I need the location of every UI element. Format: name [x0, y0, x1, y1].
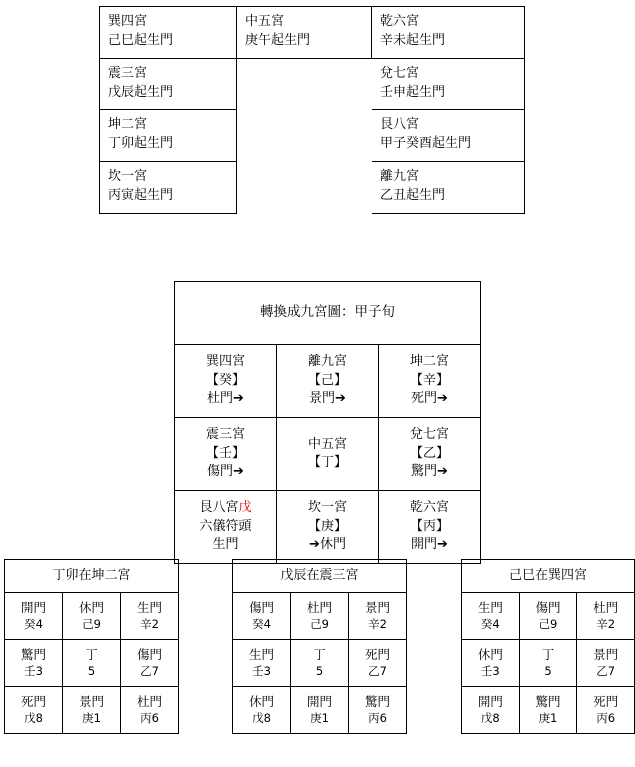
stem-label: 庚1 — [310, 710, 329, 725]
table-row — [100, 162, 525, 214]
table-row — [462, 687, 635, 734]
grid-cell — [63, 593, 121, 640]
gate-label: 開門 — [306, 693, 332, 709]
cell-kun2 — [100, 110, 237, 162]
gate-grid-table — [232, 559, 407, 734]
cell-zhong5 — [237, 7, 372, 59]
stem-label: 辛2 — [140, 616, 159, 631]
grid-cell — [233, 687, 291, 734]
gate-label: 景門 — [364, 599, 390, 615]
palace-detail: 乙丑起生門 — [380, 187, 446, 203]
grid-cell — [291, 687, 349, 734]
palace-note: 六儀符頭 — [199, 518, 252, 534]
stem-label: 己9 — [82, 616, 101, 631]
palace-cell-xun4 — [175, 345, 277, 418]
grid-cell — [462, 687, 520, 734]
stem-label: 戊8 — [24, 710, 43, 725]
grid-cell — [291, 593, 349, 640]
palace-label: 坤二宮 — [409, 354, 449, 370]
table-row — [462, 593, 635, 640]
bottom-chart-2 — [232, 559, 407, 734]
gate-label: 杜門 — [593, 599, 619, 615]
stem-label: 辛2 — [596, 616, 616, 631]
palace-detail: 甲子癸酉起生門 — [380, 136, 472, 152]
stem-label: 乙7 — [596, 663, 616, 678]
gate-label: 休門 — [477, 646, 503, 662]
grid-cell — [121, 640, 179, 687]
palace-gate: 生門 — [212, 537, 239, 553]
gate-label: 景門 — [78, 693, 104, 709]
grid-cell — [121, 687, 179, 734]
gate-label: 開門 — [477, 693, 503, 709]
qimen-stem-start-gate-table — [99, 6, 525, 214]
nine-palace-table — [174, 281, 481, 564]
palace-stem: 【丁】 — [307, 455, 347, 470]
cell-gen8 — [372, 110, 525, 162]
palace-label: 坎一宮 — [108, 169, 148, 185]
stem-label: 戊8 — [480, 710, 500, 725]
table-row — [5, 560, 179, 593]
grid-cell — [519, 593, 577, 640]
cell-li9 — [372, 162, 525, 214]
grid-cell — [349, 640, 407, 687]
gate-label: 傷門 — [136, 646, 162, 662]
stem-label: 庚1 — [538, 710, 558, 725]
palace-label: 坤二宮 — [108, 117, 148, 133]
stem-label: 庚1 — [82, 710, 101, 725]
cell-xun4 — [100, 7, 237, 59]
chart-title: 丁卯在坤二宮 — [5, 560, 179, 593]
palace-gate: 死門➔ — [411, 391, 448, 407]
palace-label: 震三宮 — [205, 427, 245, 443]
stem-label: 己9 — [310, 616, 329, 631]
table-row — [175, 345, 481, 418]
gate-label: 杜門 — [306, 599, 332, 615]
gate-label: 生門 — [248, 646, 274, 662]
palace-gate: 景門➔ — [309, 391, 346, 407]
gate-label: 丁 — [85, 646, 98, 662]
palace-detail: 丙寅起生門 — [108, 187, 174, 203]
grid-cell — [233, 640, 291, 687]
palace-stem: 【乙】 — [409, 445, 449, 461]
table-row — [233, 687, 407, 734]
cell-empty — [237, 162, 372, 214]
gate-label: 丁 — [541, 646, 555, 662]
palace-cell-li9 — [277, 345, 379, 418]
grid-cell — [462, 640, 520, 687]
palace-stem: 【丙】 — [409, 518, 449, 534]
table-row — [100, 58, 525, 110]
stem-label: 己9 — [538, 616, 558, 631]
palace-gate: 驚門➔ — [411, 464, 448, 480]
gate-grid-table — [461, 559, 635, 734]
palace-stem: 【癸】 — [205, 372, 245, 388]
palace-stem-highlight: 戊 — [238, 500, 252, 516]
gate-label: 開門 — [20, 599, 46, 615]
table-row — [100, 7, 525, 59]
table-row — [175, 491, 481, 564]
gate-label: 丁 — [313, 646, 326, 662]
grid-cell — [519, 687, 577, 734]
palace-label: 中五宮 — [245, 14, 285, 29]
palace-label: 乾六宮 — [380, 14, 420, 29]
grid-cell — [349, 687, 407, 734]
table-row — [233, 640, 407, 687]
palace-stem: 【庚】 — [307, 518, 347, 534]
stem-label: 丙6 — [140, 710, 159, 725]
grid-cell — [63, 687, 121, 734]
palace-label: 艮八宮 — [380, 117, 420, 133]
grid-cell — [5, 640, 63, 687]
bottom-chart-1 — [4, 559, 179, 734]
cell-empty — [237, 58, 372, 110]
grid-cell — [577, 593, 635, 640]
palace-stem: 【壬】 — [205, 445, 245, 461]
gate-label: 生門 — [136, 599, 162, 615]
palace-label: 巽四宮 — [108, 14, 148, 29]
palace-cell-dui7 — [379, 418, 481, 491]
stem-label: 壬3 — [480, 663, 500, 678]
stem-label: 丙6 — [596, 710, 616, 725]
table-row — [175, 282, 481, 345]
gate-label: 死門 — [593, 693, 619, 709]
grid-cell-center — [519, 640, 577, 687]
stem-label: 壬3 — [24, 663, 43, 678]
palace-label-line — [179, 499, 272, 517]
gate-label: 休門 — [78, 599, 104, 615]
table-row — [462, 640, 635, 687]
table-row — [462, 560, 635, 593]
stem-label: 癸4 — [252, 616, 271, 631]
stem-label: 5 — [87, 663, 96, 678]
table-row — [100, 110, 525, 162]
palace-label: 兌七宮 — [409, 427, 449, 443]
chart-title: 己巳在巽四宮 — [462, 560, 635, 593]
nine-palace-chart — [174, 281, 481, 564]
stem-label: 癸4 — [480, 616, 500, 631]
table-row — [5, 593, 179, 640]
palace-stem: 【辛】 — [409, 372, 449, 388]
palace-label: 中五宮 — [307, 436, 347, 452]
palace-stem: 【己】 — [307, 372, 347, 388]
gate-label: 杜門 — [136, 693, 162, 709]
stem-label: 5 — [315, 663, 324, 678]
cell-empty — [237, 110, 372, 162]
palace-gate: ➔休門 — [309, 537, 346, 553]
palace-detail: 辛未起生門 — [380, 32, 446, 48]
grid-cell — [121, 593, 179, 640]
table-row — [175, 418, 481, 491]
palace-label: 震三宮 — [108, 65, 148, 81]
stem-label: 乙7 — [140, 663, 159, 678]
palace-label: 離九宮 — [380, 169, 420, 185]
palace-gate: 開門➔ — [411, 537, 448, 553]
palace-label: 坎一宮 — [307, 500, 347, 516]
gate-label: 死門 — [20, 693, 46, 709]
palace-cell-zhen3 — [175, 418, 277, 491]
gate-label: 驚門 — [364, 693, 390, 709]
palace-label: 兌七宮 — [380, 65, 420, 81]
stem-label: 辛2 — [368, 616, 387, 631]
cell-qian6 — [372, 7, 525, 59]
gate-label: 景門 — [593, 646, 619, 662]
palace-cell-gen8 — [175, 491, 277, 564]
stem-label: 癸4 — [24, 616, 43, 631]
palace-detail: 丁卯起生門 — [108, 136, 174, 152]
palace-label: 離九宮 — [307, 354, 347, 370]
palace-detail: 戊辰起生門 — [108, 84, 174, 100]
gate-label: 驚門 — [535, 693, 561, 709]
bottom-chart-3 — [461, 559, 635, 734]
grid-cell — [577, 640, 635, 687]
palace-cell-zhong5 — [277, 418, 379, 491]
stem-label: 丙6 — [368, 710, 387, 725]
gate-label: 生門 — [477, 599, 503, 615]
palace-gate: 傷門➔ — [207, 464, 244, 480]
palace-detail: 己巳起生門 — [108, 32, 174, 48]
table-row — [233, 593, 407, 640]
gate-label: 驚門 — [20, 646, 46, 662]
palace-cell-qian6 — [379, 491, 481, 564]
palace-label: 乾六宮 — [409, 500, 449, 516]
grid-cell-center — [291, 640, 349, 687]
grid-cell — [349, 593, 407, 640]
chart-title: 戊辰在震三宮 — [233, 560, 407, 593]
gate-label: 休門 — [248, 693, 274, 709]
grid-cell — [577, 687, 635, 734]
gate-label: 傷門 — [535, 599, 561, 615]
stem-label: 戊8 — [252, 710, 271, 725]
grid-cell — [462, 593, 520, 640]
palace-gate: 杜門➔ — [207, 391, 244, 407]
grid-cell-center — [63, 640, 121, 687]
stem-label: 乙7 — [368, 663, 387, 678]
gate-label: 傷門 — [248, 599, 274, 615]
table-row — [5, 687, 179, 734]
stem-label: 壬3 — [252, 663, 271, 678]
palace-detail: 庚午起生門 — [245, 32, 311, 48]
palace-label: 艮八宮 — [199, 500, 239, 516]
cell-dui7 — [372, 58, 525, 110]
cell-kan1 — [100, 162, 237, 214]
table-row — [233, 560, 407, 593]
palace-detail: 壬申起生門 — [380, 84, 446, 100]
palace-label: 巽四宮 — [205, 354, 245, 370]
stem-label: 5 — [544, 663, 552, 678]
gate-label: 死門 — [364, 646, 390, 662]
grid-cell — [5, 687, 63, 734]
nine-palace-title: 轉換成九宮圖：甲子旬 — [175, 282, 481, 345]
grid-cell — [5, 593, 63, 640]
palace-cell-kun2 — [379, 345, 481, 418]
palace-cell-kan1 — [277, 491, 379, 564]
table-row — [5, 640, 179, 687]
gate-grid-table — [4, 559, 179, 734]
grid-cell — [233, 593, 291, 640]
cell-zhen3 — [100, 58, 237, 110]
